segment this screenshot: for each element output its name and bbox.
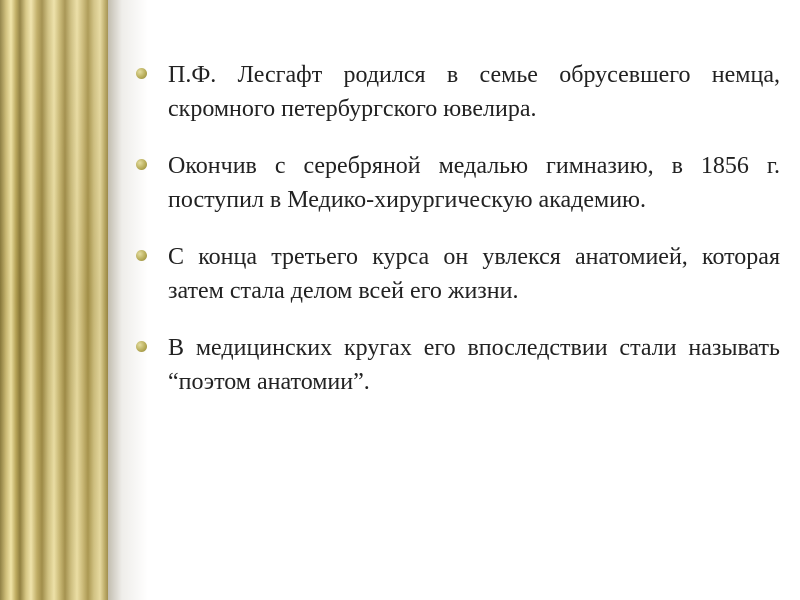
bullet-item xyxy=(136,58,780,126)
bullet-text: Окончив с серебряной медалью гимназию, в 1856 г. поступил в Медико-хирургическую академию. xyxy=(168,153,780,213)
bullet-item xyxy=(136,149,780,217)
bullet-dot-icon xyxy=(136,250,147,261)
bullet-text: П.Ф. Лесгафт родился в семье обрусевшего немца, скромного петербургского ювелира. xyxy=(168,62,780,122)
bullet-dot-icon xyxy=(136,68,147,79)
bullet-item xyxy=(136,240,780,308)
bullet-dot-icon xyxy=(136,341,147,352)
bullet-item xyxy=(136,331,780,399)
bullet-text: С конца третьего курса он увлекся анатомией, которая затем стала делом всей его жизни. xyxy=(168,244,780,304)
bullet-list xyxy=(136,58,780,399)
gold-curtain-decoration xyxy=(0,0,108,600)
bullet-dot-icon xyxy=(136,159,147,170)
bullet-text: В медицинских кругах его впоследствии стали называть “поэтом анатомии”. xyxy=(168,335,780,395)
slide-content xyxy=(136,58,780,422)
